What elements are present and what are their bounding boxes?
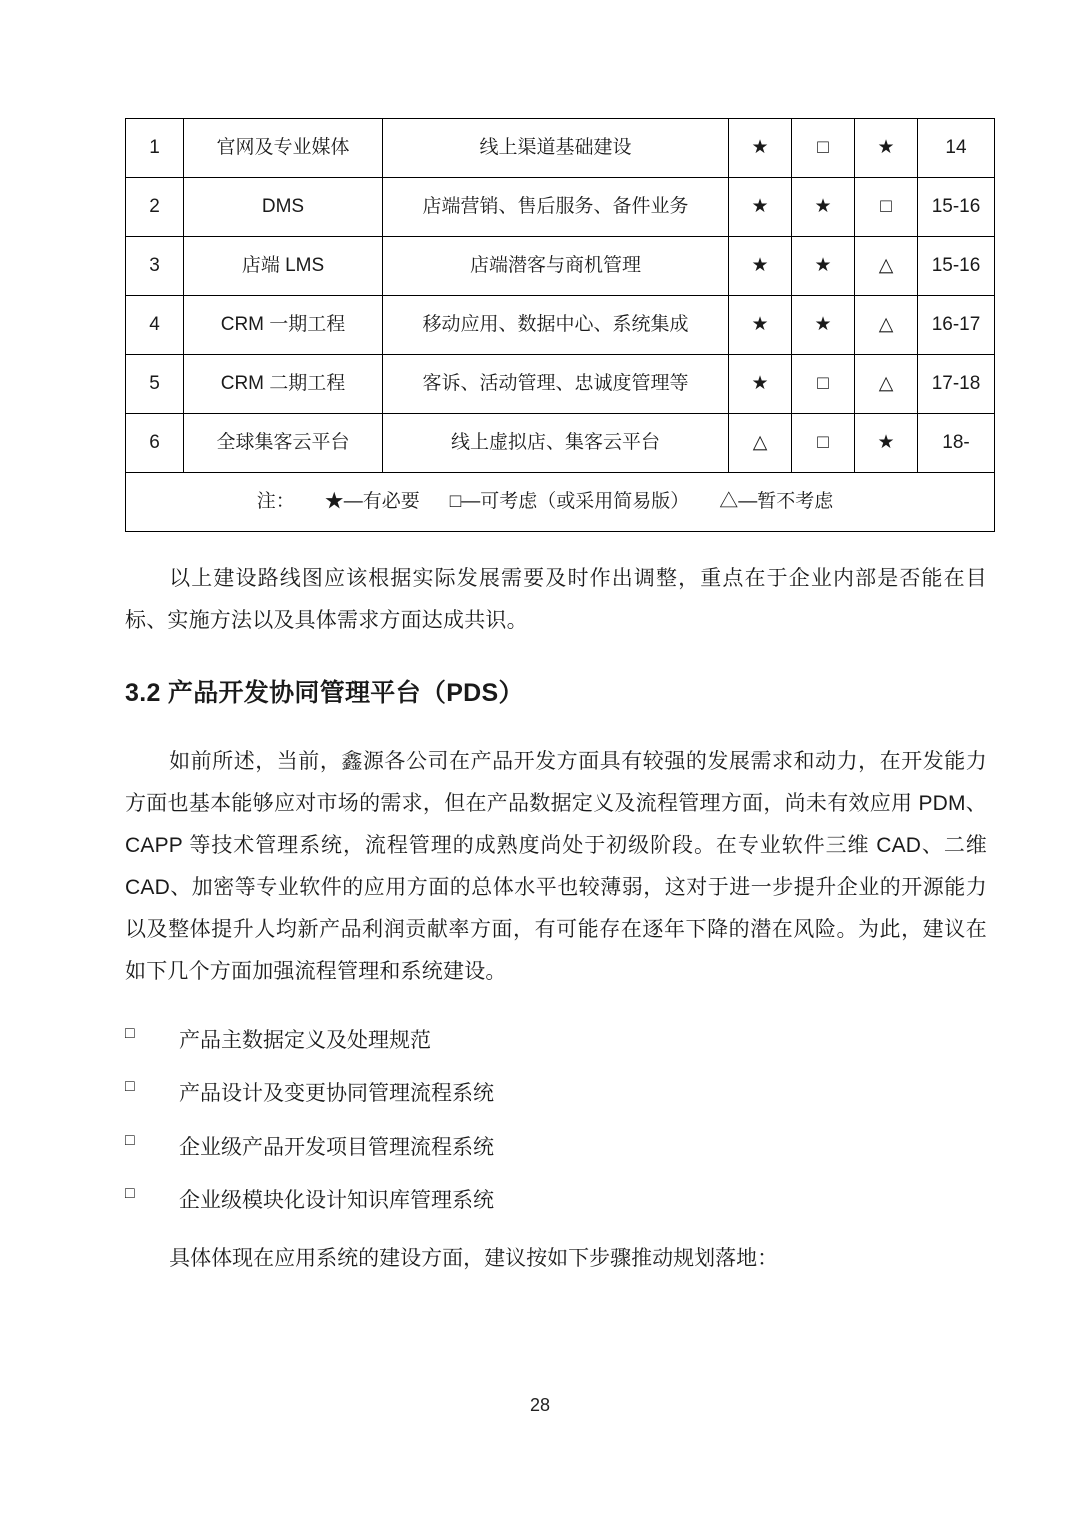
- list-item: [125, 1014, 987, 1068]
- table-row: [126, 119, 995, 178]
- row-system-name: 店端 LMS: [184, 237, 383, 296]
- row-mark-2: □: [792, 355, 855, 414]
- row-mark-1: ★: [729, 355, 792, 414]
- table-legend-row: [126, 473, 995, 532]
- row-year: 15-16: [918, 237, 995, 296]
- row-year: 15-16: [918, 178, 995, 237]
- row-year: 18-: [918, 414, 995, 473]
- paragraph-closing: 具体体现在应用系统的建设方面，建议按如下步骤推动规划落地：: [169, 1246, 779, 1270]
- list-item-label: 产品主数据定义及处理规范: [179, 1028, 431, 1052]
- row-year: 17-18: [918, 355, 995, 414]
- legend-label: 注：: [256, 490, 295, 512]
- row-system-name: 全球集客云平台: [184, 414, 383, 473]
- list-item-label: 产品设计及变更协同管理流程系统: [179, 1082, 494, 1106]
- row-description: 移动应用、数据中心、系统集成: [383, 296, 729, 355]
- row-index: 4: [126, 296, 184, 355]
- row-description: 线上渠道基础建设: [383, 119, 729, 178]
- legend-inner: [257, 490, 864, 515]
- paragraph-roadmap-summary: 以上建设路线图应该根据实际发展需要及时作出调整，重点在于企业内部是否能在目标、实施方法以及具体需求方面达成共识。: [125, 567, 987, 632]
- row-index: 1: [126, 119, 184, 178]
- row-mark-2: ★: [792, 237, 855, 296]
- checkbox-icon: □: [125, 1185, 135, 1203]
- list-item: [125, 1121, 987, 1175]
- recommendation-list: [125, 1014, 987, 1228]
- table-row: [126, 237, 995, 296]
- page-number: 28: [529, 1395, 551, 1415]
- row-index: 6: [126, 414, 184, 473]
- row-system-name: 官网及专业媒体: [184, 119, 383, 178]
- row-mark-1: ★: [729, 296, 792, 355]
- table-row: [126, 414, 995, 473]
- table-body: [126, 119, 995, 532]
- checkbox-icon: □: [125, 1131, 135, 1149]
- row-description: 店端潜客与商机管理: [383, 237, 729, 296]
- legend-necessary: ★—有必要: [324, 490, 420, 512]
- row-mark-2: ★: [792, 178, 855, 237]
- row-index: 3: [126, 237, 184, 296]
- list-item: [125, 1067, 987, 1121]
- legend-considerable: □—可考虑（或采用简易版）: [449, 490, 690, 512]
- list-item-label: 企业级模块化设计知识库管理系统: [179, 1189, 494, 1213]
- row-index: 2: [126, 178, 184, 237]
- table-row: [126, 355, 995, 414]
- row-mark-2: ★: [792, 296, 855, 355]
- list-item: [125, 1174, 987, 1228]
- row-mark-3: △: [855, 237, 918, 296]
- row-mark-3: △: [855, 355, 918, 414]
- legend-not-considered: △—暂不考虑: [719, 490, 834, 512]
- roadmap-table: [125, 118, 995, 532]
- row-mark-1: ★: [729, 237, 792, 296]
- row-description: 客诉、活动管理、忠诚度管理等: [383, 355, 729, 414]
- checkbox-icon: □: [125, 1078, 135, 1096]
- row-mark-1: ★: [729, 178, 792, 237]
- row-mark-3: □: [855, 178, 918, 237]
- row-mark-2: □: [792, 414, 855, 473]
- checkbox-icon: □: [125, 1024, 135, 1042]
- row-mark-1: △: [729, 414, 792, 473]
- row-mark-3: △: [855, 296, 918, 355]
- page-content: [125, 118, 987, 1301]
- table-legend-cell: [126, 473, 995, 532]
- paragraph-pds-analysis: 如前所述，当前，鑫源各公司在产品开发方面具有较强的发展需求和动力，在开发能力方面也基本能够应对市场的需求，但在产品数据定义及流程管理方面，尚未有效应用 PDM、CAPP 等技术管理系统，流程管理的成熟度尚处于初级阶段。在专业软件三维 CAD、二维 CAD、加密等专业软件的应用方面的总体水平也较薄弱，这对于进一步提升企业的开源能力以及整体提升人均新产品利润贡献率方面，有可能存在逐年下降的潜在风险。为此，建议在如下几个方面加强流程管理和系统建设。: [125, 749, 987, 983]
- row-system-name: CRM 一期工程: [184, 296, 383, 355]
- table-row: [126, 178, 995, 237]
- row-mark-1: ★: [729, 119, 792, 178]
- row-system-name: DMS: [184, 178, 383, 237]
- section-heading-3-2: 3.2 产品开发协同管理平台（PDS）: [125, 679, 524, 707]
- row-description: 店端营销、售后服务、备件业务: [383, 178, 729, 237]
- row-mark-3: ★: [855, 119, 918, 178]
- row-index: 5: [126, 355, 184, 414]
- list-item-label: 企业级产品开发项目管理流程系统: [179, 1135, 494, 1159]
- table-row: [126, 296, 995, 355]
- row-system-name: CRM 二期工程: [184, 355, 383, 414]
- row-mark-3: ★: [855, 414, 918, 473]
- row-year: 14: [918, 119, 995, 178]
- row-mark-2: □: [792, 119, 855, 178]
- row-description: 线上虚拟店、集客云平台: [383, 414, 729, 473]
- row-year: 16-17: [918, 296, 995, 355]
